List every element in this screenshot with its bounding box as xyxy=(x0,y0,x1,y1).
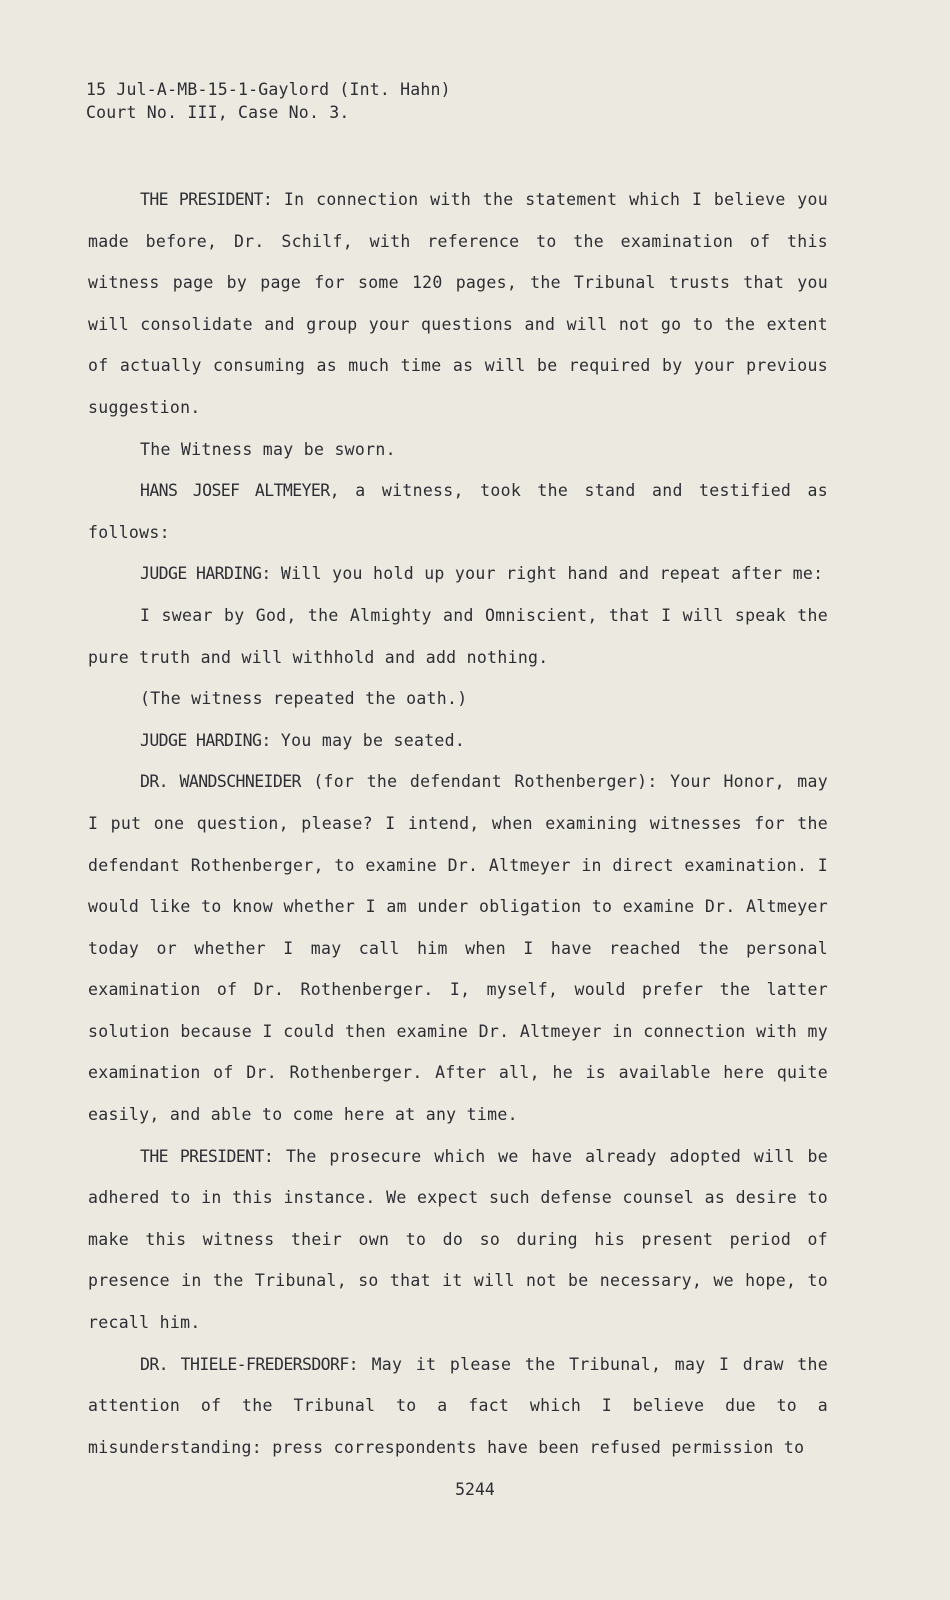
paragraph-text: You may be seated. xyxy=(270,730,466,750)
speaker-label: THE PRESIDENT: xyxy=(140,1146,274,1166)
paragraph-oath xyxy=(88,595,828,678)
paragraph-wandschneider xyxy=(88,761,828,1135)
paragraph-text: a witness, took the stand and testified as follows: xyxy=(88,481,828,542)
speaker-label: JUDGE HARDING: xyxy=(140,730,271,750)
page-number: 5244 xyxy=(455,1480,495,1499)
speaker-label: THE PRESIDENT: xyxy=(140,190,273,209)
paragraph-text: (The witness repeated the oath.) xyxy=(140,689,468,709)
paragraph-text: In connection with the statement which I believe you made before, Dr. Schilf, with reference to the examination of this witness page by page for some 120 pages, the Tribunal trusts that you will consolidate and group your questions and will not go to the extent of actually consuming as much time as will be required by your previous suggestion. xyxy=(88,190,828,417)
header-court-line: Court No. III, Case No. 3. xyxy=(86,103,350,122)
speaker-label: DR. WANDSCHNEIDER xyxy=(140,772,301,792)
paragraph-oath-repeated xyxy=(88,678,828,720)
speaker-label: DR. THIELE-FREDERSDORF: xyxy=(140,1354,359,1374)
paragraph-text: May it please the Tribunal, may I draw the attention of the Tribunal to a fact which I believe due to a misunderstanding: press correspondents have been refused permission to xyxy=(88,1354,828,1457)
document-header xyxy=(86,78,451,124)
paragraph-text: (for the defendant Rothenberger): Your Honor, may I put one question, please? I intend, when examining witnesses for the defendant Rothenberger, to examine Dr. Altmeyer in direct examination. I would like to know whether I am under obligation to examine Dr. Altmeyer today or whether I may call him when I have reached the personal examination of Dr. Rothenberger. I, myself, would prefer the latter solution because I could then examine Dr. Altmeyer in connection with my examination of Dr. Rothenberger. After all, he is available here quite easily, and able to come here at any time. xyxy=(88,772,828,1125)
transcript-body xyxy=(88,179,828,1468)
paragraph-witness-stand xyxy=(88,470,828,553)
paragraph-text: I swear by God, the Almighty and Omniscient, that I will speak the pure truth and will withhold and add nothing. xyxy=(88,605,828,667)
paragraph-president-1 xyxy=(88,179,828,429)
paragraph-witness-sworn xyxy=(88,429,828,471)
header-reference-line: 15 Jul-A-MB-15-1-Gaylord (Int. Hahn) xyxy=(86,80,451,99)
paragraph-president-2 xyxy=(88,1136,828,1344)
speaker-label: JUDGE HARDING: xyxy=(140,564,271,584)
paragraph-text: Will you hold up your right hand and repeat after me: xyxy=(270,564,824,584)
paragraph-thiele-fredersdorf xyxy=(88,1344,828,1469)
paragraph-harding-2 xyxy=(88,720,828,762)
paragraph-harding-1 xyxy=(88,553,828,595)
paragraph-text: The prosecure which we have already adopted will be adhered to in this instance. We expect such defense counsel as desire to make this witness their own to do so during his present period of presence in the Tribunal, so that it will not be necessary, we hope, to recall him. xyxy=(88,1146,828,1333)
paragraph-text: The Witness may be sworn. xyxy=(140,439,396,459)
speaker-label: HANS JOSEF ALTMEYER, xyxy=(140,481,339,501)
